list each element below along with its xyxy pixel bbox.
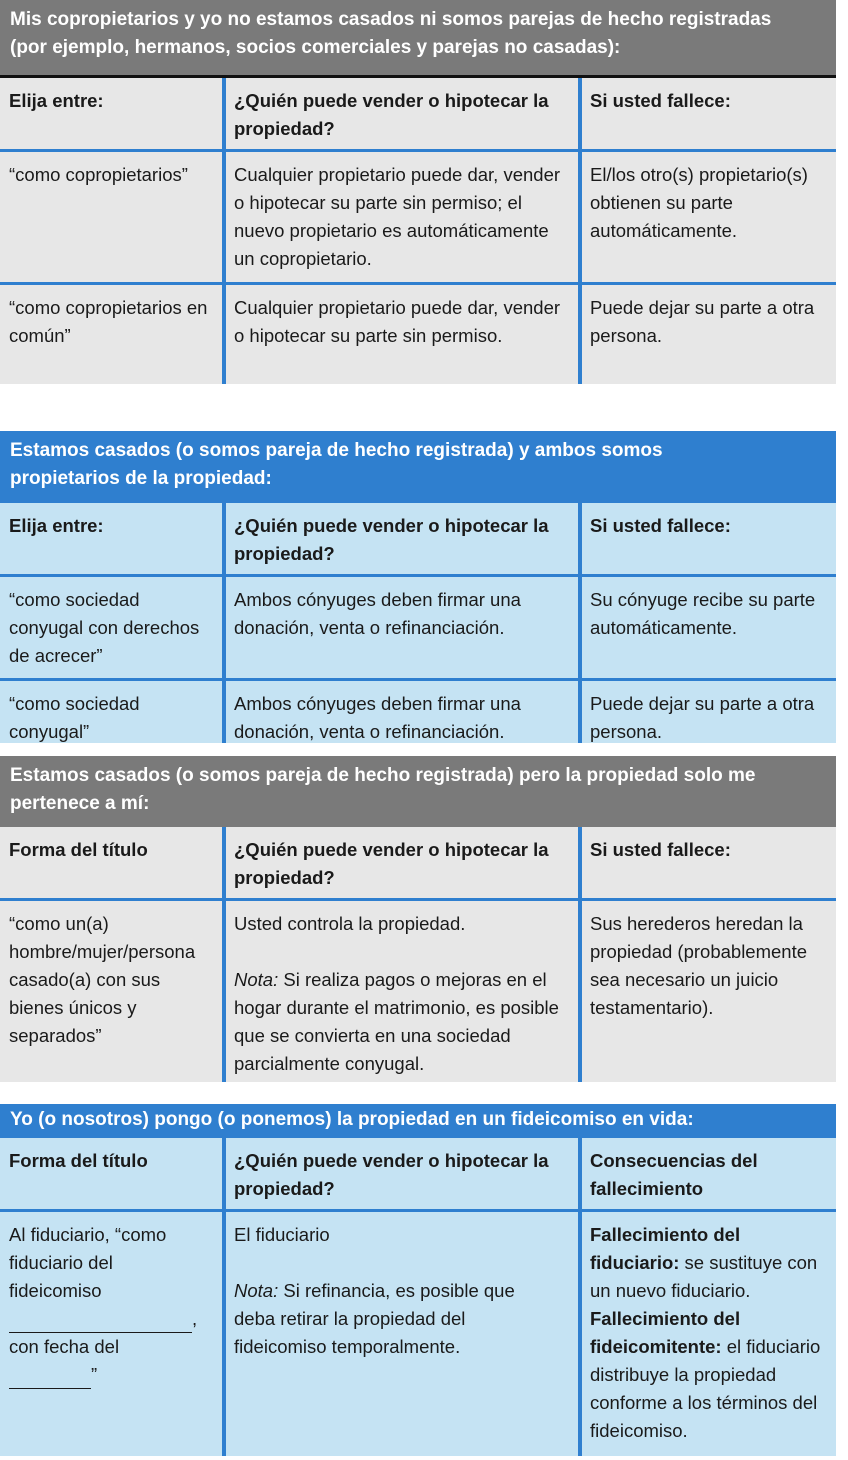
table-header-row — [0, 1138, 836, 1209]
column-divider — [222, 1138, 226, 1456]
banner-line: Mis copropietarios y yo no estamos casados ni somos parejas de hecho registradas — [10, 9, 772, 30]
table-row — [0, 285, 836, 384]
header-cell: ¿Quién puede vender o hipotecar la propiedad? — [234, 1150, 549, 1199]
column-divider — [578, 1138, 582, 1456]
cell: El/los otro(s) propietario(s) obtienen su parte automáticamente. — [590, 164, 808, 241]
table-row — [0, 1212, 836, 1456]
table — [0, 503, 836, 743]
table — [0, 1138, 836, 1456]
cell: Su cónyuge recibe su parte automáticamente. — [590, 589, 816, 638]
section-living-trust — [0, 1104, 836, 1456]
header-cell: Si usted fallece: — [590, 839, 731, 860]
cell: Cualquier propietario puede dar, vender o hipotecar su parte sin permiso; el nuevo propietario es automáticamente un copropietario. — [234, 164, 561, 269]
cell: “como un(a) hombre/mujer/persona casado(a) con sus bienes únicos y separados” — [9, 913, 196, 1046]
comma: , — [192, 1308, 198, 1329]
table-row — [0, 152, 836, 282]
note-label: Nota: — [234, 969, 279, 990]
header-cell: Si usted fallece: — [590, 515, 731, 536]
table-row — [0, 901, 836, 1082]
column-divider — [578, 503, 582, 743]
header-cell: Forma del título — [9, 839, 148, 860]
date-line — [9, 1361, 215, 1389]
table — [0, 78, 836, 384]
header-cell: ¿Quién puede vender o hipotecar la propiedad? — [234, 515, 549, 564]
cell-note — [234, 966, 565, 1078]
header-cell: Elija entre: — [9, 515, 104, 536]
cell: Ambos cónyuges deben firmar una donación, venta o refinanciación. — [234, 693, 521, 742]
cell: “como copropietarios en común” — [9, 297, 208, 346]
consequence-text: el fiduciario distribuye la propiedad conforme a los términos del fideicomiso. — [590, 1336, 821, 1441]
cell-note — [234, 1277, 545, 1361]
header-cell: Elija entre: — [9, 90, 104, 111]
consequence-settlor — [590, 1305, 821, 1445]
note-text: Si realiza pagos o mejoras en el hogar durante el matrimonio, es posible que se convierta en una sociedad parcialmente conyugal. — [234, 969, 559, 1074]
table-header-row — [0, 827, 836, 898]
note-text: Si refinancia, es posible que deba retirar la propiedad del fideicomiso temporalmente. — [234, 1280, 515, 1357]
table-header-row — [0, 78, 836, 149]
trust-title-text: Al fiduciario, “como fiduciario del fideicomiso — [9, 1224, 167, 1301]
banner-line: (por ejemplo, hermanos, socios comerciales y parejas no casadas): — [10, 37, 621, 58]
cell: “como sociedad conyugal con derechos de acrecer” — [9, 589, 200, 666]
consequence-label: Fallecimiento del fiduciario: — [590, 1224, 741, 1273]
banner-line: Estamos casados (o somos pareja de hecho registrada) y ambos somos — [10, 440, 663, 461]
cell: Ambos cónyuges deben firmar una donación, venta o refinanciación. — [234, 589, 521, 638]
cell: “como copropietarios” — [9, 164, 188, 185]
header-cell: Forma del título — [9, 1150, 148, 1171]
cell — [0, 1212, 215, 1389]
banner-line: Yo (o nosotros) pongo (o ponemos) la propiedad en un fideicomiso en vida: — [10, 1109, 694, 1130]
section-married-both-owners — [0, 431, 836, 743]
cell-main-text: Usted controla la propiedad. — [234, 913, 466, 934]
cell — [225, 1212, 545, 1361]
banner-line: pertenece a mí: — [10, 793, 150, 814]
cell: Puede dejar su parte a otra persona. — [590, 693, 815, 742]
header-cell: Si usted fallece: — [590, 90, 731, 111]
column-divider — [578, 827, 582, 1082]
date-label: con fecha del — [9, 1336, 120, 1357]
section-coowners-unmarried — [0, 0, 836, 384]
blank-field — [9, 1370, 91, 1389]
cell: Puede dejar su parte a otra persona. — [590, 297, 815, 346]
section-banner — [0, 756, 836, 827]
cell: Sus herederos heredan la propiedad (probablemente sea necesario un juicio testamentario). — [590, 913, 808, 1018]
banner-line: Estamos casados (o somos pareja de hecho registrada) pero la propiedad solo me — [10, 765, 756, 786]
trustee-name-line — [9, 1305, 215, 1333]
consequence-text: se sustituye con un nuevo fiduciario. — [590, 1252, 818, 1301]
cell — [225, 901, 565, 1078]
column-divider — [222, 503, 226, 743]
note-label: Nota: — [234, 1280, 279, 1301]
table-header-row — [0, 503, 836, 574]
cell: “como sociedad conyugal” — [9, 693, 140, 742]
cell — [581, 1212, 821, 1445]
section-banner — [0, 1104, 836, 1138]
consequence-trustee — [590, 1221, 821, 1305]
section-married-sole-owner — [0, 756, 836, 1082]
section-banner — [0, 0, 836, 75]
table-row — [0, 681, 836, 743]
header-cell: ¿Quién puede vender o hipotecar la propiedad? — [234, 839, 549, 888]
consequence-label: Fallecimiento del fideicomitente: — [590, 1308, 741, 1357]
column-divider — [222, 78, 226, 384]
cell: Cualquier propietario puede dar, vender o hipotecar su parte sin permiso. — [234, 297, 561, 346]
cell-main-text: El fiduciario — [234, 1224, 330, 1245]
header-cell: ¿Quién puede vender o hipotecar la propiedad? — [234, 90, 549, 139]
section-banner — [0, 431, 836, 503]
blank-field — [9, 1314, 192, 1333]
closing-quote: ” — [91, 1364, 98, 1385]
table — [0, 827, 836, 1082]
header-cell: Consecuencias del fallecimiento — [590, 1150, 758, 1199]
column-divider — [222, 827, 226, 1082]
table-row — [0, 577, 836, 678]
banner-line: propietarios de la propiedad: — [10, 468, 272, 489]
column-divider — [578, 78, 582, 384]
